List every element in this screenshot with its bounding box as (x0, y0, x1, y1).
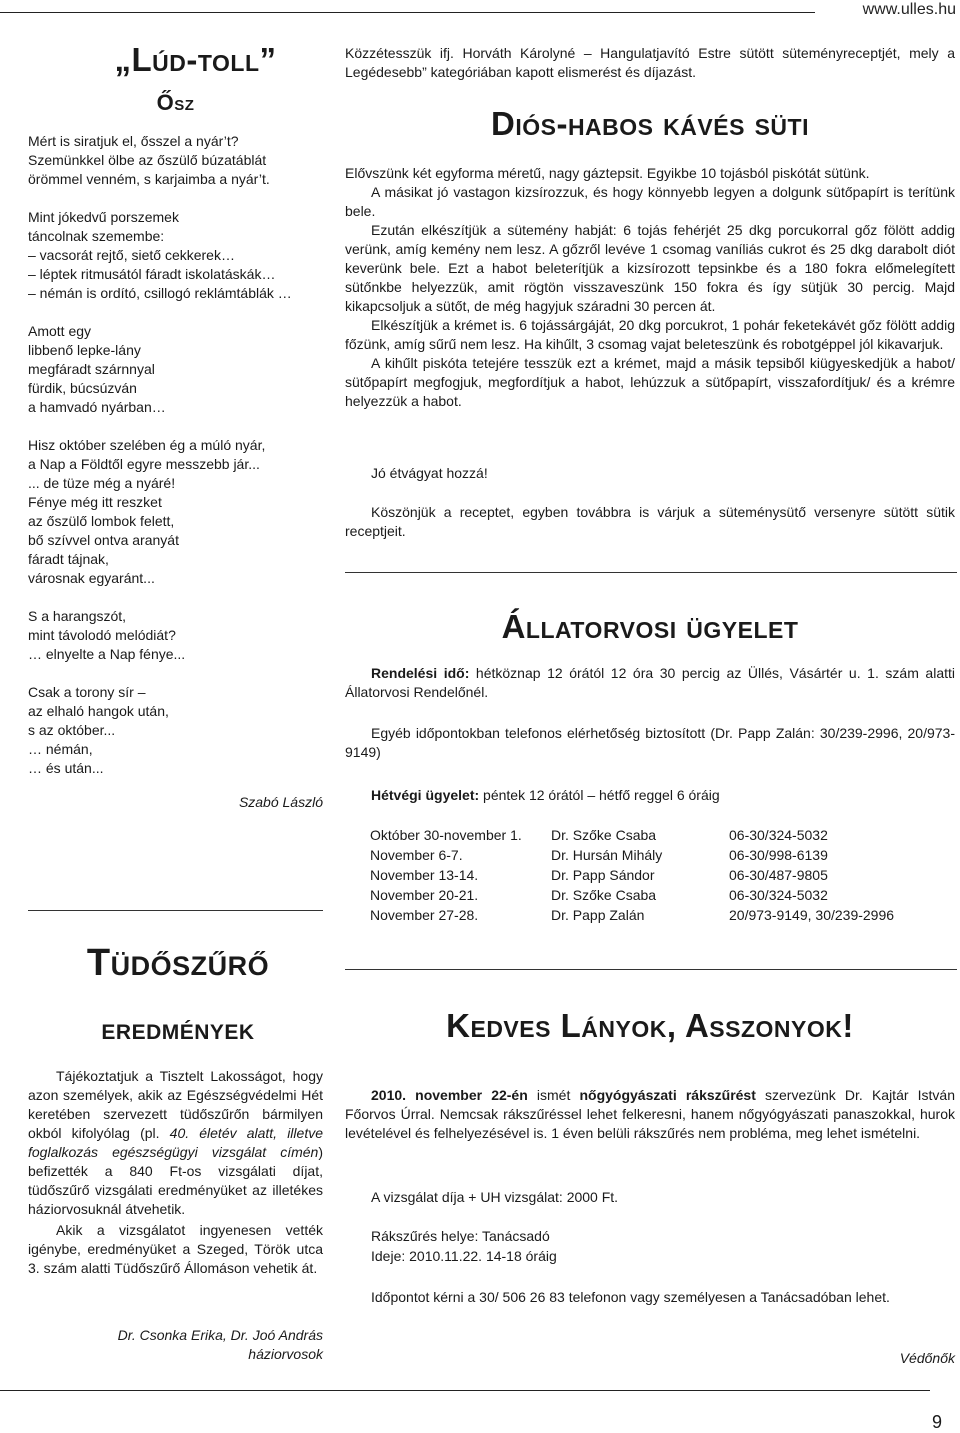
recipe-paragraph: A másikat jó vastagon kizsírozzuk, és hogy könnyebb legyen a dolgunk sütőpapírt is terítünk bele. (345, 184, 955, 219)
poem-line: s az október... (28, 722, 116, 738)
duty-vet: Dr. Papp Sándor (551, 867, 655, 883)
table-row (370, 906, 894, 926)
kedves-title: Kedves Lányok, Asszonyok! (446, 1007, 854, 1044)
right-divider-2 (345, 969, 957, 970)
poem-line: – némán is ordító, csillogó reklámtáblák … (28, 285, 292, 301)
poem-body (28, 132, 323, 778)
recipe-paragraph: A kihűlt piskóta tetejére tesszük ezt a krémet, majd a másik tepsiből kiügyeskedjük a habot/ sütőpapírt megfogjuk, megfordítjuk a habot, lehúzzuk a sütőpapírt, visszafordítjuk/ és a krémre helyezzük a habot. (345, 355, 955, 409)
poem-line: megfáradt szárnnyal (28, 361, 155, 377)
vet-weekend-duty: Hétvégi ügyelet: péntek 12 órától – hétfő reggel 6 óráig (371, 787, 720, 803)
poem-stanza (28, 607, 323, 664)
poem-line: Fénye még itt reszket (28, 494, 162, 510)
signature-names: Dr. Csonka Erika, Dr. Joó András (117, 1327, 323, 1343)
poem-line: az elhaló hangok után, (28, 703, 169, 719)
right-divider-1 (345, 572, 957, 573)
recipe-body (345, 164, 955, 411)
recipe-paragraph: Ezután elkészítjük a sütemény habját: 6 tojás fehérjét 25 dkg porcukorral gőz fölött addig verünk, amíg kemény nem lesz. A gőzről levéve 1 csomag vaníliás cukrot és 25 dkg darabolt diót keverünk bele. Ezt a habot beleterítjük a kizsírozott tepsinkbe és a 180 fokra előmelegített sütőnkbe helyezzük, amit rögtön visszaveszünk 150 fokra és így sütjük 30 percig. Majd kikapcsoljuk a sütőt, de még hagyjuk száradni 30 percen át. (345, 222, 955, 314)
poem-line: ... de tüze még a nyáré! (28, 475, 176, 491)
duty-date: November 20-21. (370, 887, 479, 903)
poem-line: mint távolodó melódiát? (28, 627, 176, 643)
table-row (370, 846, 894, 866)
poem-line: Mint jókedvű porszemek (28, 209, 179, 225)
tudoszuro-title: Tüdőszűrő (86, 942, 270, 984)
poem-line: S a harangszót, (28, 608, 127, 624)
vet-phone-info: Egyéb időpontokban telefonos elérhetőség biztosított (Dr. Papp Zalán: 30/239-2996, 20/973-9149) (345, 725, 955, 760)
duty-phone: 06-30/998-6139 (729, 847, 828, 863)
kedves-location: Rákszűrés helye: Tanácsadó (371, 1228, 550, 1244)
kedves-paragraph-1: 2010. november 22-én ismét nőgyógyászati rákszűrést szervezünk Dr. Kajtár István Főorvos Úrral. Nemcsak rákszűréssel lehet felkeresni, hanem nőgyógyászati panaszokkal, hurok levételével és felhelyezésével is. 1 éven belüli rákszűrés nem probléma, meg lehet ismételni. (345, 1087, 955, 1141)
poem-line: fürdik, búcsúzván (28, 380, 137, 396)
poem-subtitle: Ősz (156, 90, 195, 115)
duty-date: November 27-28. (370, 907, 479, 923)
tudoszuro-body (28, 1067, 323, 1280)
poem-stanza (28, 436, 323, 588)
table-row (370, 886, 894, 906)
tudoszuro-subtitle: eredmények (101, 1013, 255, 1046)
poem-column (28, 40, 323, 812)
recipe-wish: Jó étvágyat hozzá! (371, 465, 488, 481)
poem-line: libbenő lepke-lány (28, 342, 141, 358)
vet-title: Állatorvosi ügyelet (501, 608, 799, 645)
poem-line: bő szívvel ontva aranyát (28, 532, 179, 548)
tudoszuro-signature (28, 1326, 323, 1364)
recipe-thanks: Köszönjük a receptet, egyben továbbra is várjuk a süteménysütő versenyre sütött sütik receptjeit. (345, 504, 955, 539)
poem-line: Mért is siratjuk el, ősszel a nyár’t? (28, 133, 239, 149)
kedves-time: Ideje: 2010.11.22. 14-18 óráig (371, 1248, 557, 1264)
duty-date: Október 30-november 1. (370, 827, 522, 843)
poem-line: – léptek ritmusától fáradt iskolatáskák… (28, 266, 276, 282)
poem-line: Csak a torony sír – (28, 684, 146, 700)
poem-line: – vacsorát rejtő, siető cekkerek… (28, 247, 235, 263)
duty-phone: 06-30/324-5032 (729, 827, 828, 843)
site-url[interactable]: www.ulles.hu (862, 1, 956, 18)
signature-role: háziorvosok (248, 1346, 323, 1362)
duty-schedule-table (370, 826, 894, 926)
poem-author: Szabó László (238, 794, 323, 810)
recipe-paragraph: Elkészítjük a krémet is. 6 tojássárgáját, 20 dkg porcukrot, 1 pohár feketekávét gőz fölött addig főzünk, amíg sűrű nem lesz. Ha kihűlt, 3 csomag vajat beleteszünk és robotgéppel jól kikavarjuk. (345, 317, 955, 352)
poem-line: … némán, (28, 741, 93, 757)
poem-line: városnak egyaránt... (28, 570, 155, 586)
poem-stanza (28, 208, 323, 303)
poem-line: … elnyelte a Nap fénye... (28, 646, 186, 662)
poem-title: „Lúd-toll” (114, 41, 277, 78)
duty-vet: Dr. Szőke Csaba (551, 827, 657, 843)
poem-line: fáradt tájnak, (28, 551, 109, 567)
recipe-intro: Közzétesszük ifj. Horváth Károlyné – Hangulatjavító Estre sütött süteményreceptjét, mely a Legédesebb” kategóriában kapott elismerést és díjazást. (345, 45, 955, 80)
poem-line: táncolnak szemembe: (28, 228, 165, 244)
page-number: 9 (931, 1412, 942, 1432)
duty-date: November 13-14. (370, 867, 479, 883)
poem-line: Amott egy (28, 323, 92, 339)
kedves-appointment: Időpontot kérni a 30/ 506 26 83 telefonon vagy személyesen a Tanácsadóban lehet. (371, 1289, 890, 1305)
duty-phone: 06-30/324-5032 (729, 887, 828, 903)
poem-stanza (28, 132, 323, 189)
poem-stanza (28, 683, 323, 778)
duty-phone: 20/973-9149, 30/239-2996 (729, 907, 895, 923)
top-rule (0, 12, 815, 13)
poem-line: az őszülő lombok felett, (28, 513, 175, 529)
poem-stanza (28, 322, 323, 417)
poem-line: Szemünkkel ölbe az őszülő búzatáblát (28, 152, 267, 168)
tudoszuro-paragraph-2: Akik a vizsgálatot ingyenesen vették igénybe, eredményüket a Szeged, Török utca 3. szám alatti Tüdőszűrő Állomáson vehetik át. (28, 1222, 323, 1276)
duty-vet: Dr. Papp Zalán (551, 907, 645, 923)
duty-vet: Dr. Szőke Csaba (551, 887, 657, 903)
bottom-rule (0, 1390, 930, 1391)
vet-office-hours: Rendelési idő: hétköznap 12 órától 12 óra 30 percig az Üllés, Vásártér u. 1. szám alatti Állatorvosi Rendelőnél. (345, 665, 955, 700)
duty-vet: Dr. Hursán Mihály (551, 847, 663, 863)
tudoszuro-paragraph-1: Tájékoztatjuk a Tisztelt Lakosságot, hogy azon személyek, akik az Egészségvédelmi Hét keretében szervezett tüdőszűrőn bármilyen okból kifolyólag (pl. 40. életév alatt, illetve foglalkozás egészségügyi vizsgálat címén) befizették a 840 Ft-os vizsgálati díjat, tüdőszűrő vizsgálati eredményüket az illetékes háziorvosuknál átvehetik. (28, 1068, 323, 1217)
poem-line: … és után... (28, 760, 104, 776)
duty-phone: 06-30/487-9805 (729, 867, 828, 883)
table-row (370, 866, 894, 886)
poem-line: örömmel venném, s karjaimba a nyár’t. (28, 171, 270, 187)
table-row (370, 826, 894, 846)
recipe-paragraph: Elővszünk két egyforma méretű, nagy gáztepsit. Egyikbe 10 tojásból piskótát sütünk. (345, 165, 870, 181)
poem-line: a hamvadó nyárban… (28, 399, 166, 415)
left-divider (28, 910, 323, 911)
kedves-signature: Védőnők (899, 1350, 955, 1366)
recipe-title: Diós-habos kávés süti (491, 105, 809, 142)
kedves-fee: A vizsgálat díja + UH vizsgálat: 2000 Ft. (371, 1189, 619, 1205)
poem-line: Hisz október szelében ég a múló nyár, (28, 437, 266, 453)
poem-line: a Nap a Földtől egyre messzebb jár... (28, 456, 260, 472)
duty-date: November 6-7. (370, 847, 463, 863)
